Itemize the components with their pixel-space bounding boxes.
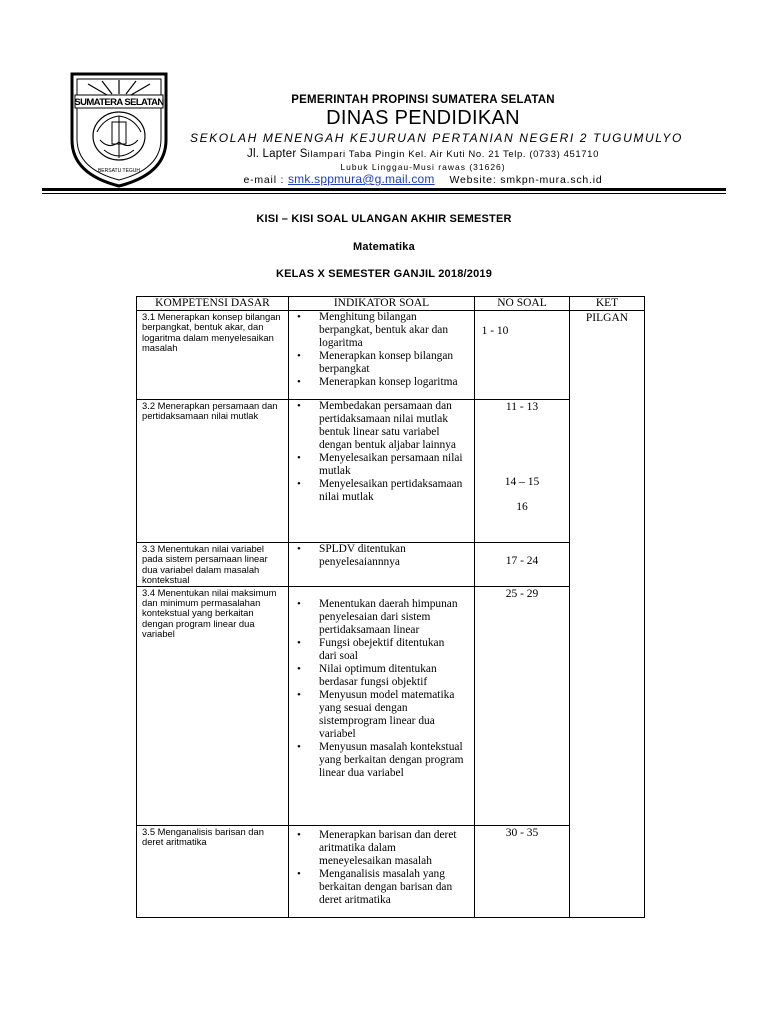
address-rest: ilampari Taba Pingin Kel. Air Kuti No. 21 Telp. (0733) 451710 <box>307 149 599 160</box>
letterhead-rule-thin <box>42 193 726 194</box>
no-soal-cell <box>475 825 570 917</box>
indicator-item: • Nilai optimum ditentukan berdasar fungsi objektif <box>289 663 474 689</box>
indicator-item: • Fungsi obejektif ditentukan dari soal <box>289 637 474 663</box>
indicator-cell <box>289 311 475 400</box>
letterhead-rule-thick <box>42 188 726 191</box>
header-no-soal: NO SOAL <box>475 297 570 311</box>
indicator-item: • Menyelesaikan pertidaksamaan nilai mutlak <box>289 478 474 504</box>
indicator-cell <box>289 825 475 917</box>
school-city: Lubuk Linggau-Musi rawas (31626) <box>340 162 506 172</box>
header-kompetensi-dasar: KOMPETENSI DASAR <box>137 297 289 311</box>
document-title: KISI – KISI SOAL ULANGAN AKHIR SEMESTER <box>256 213 512 225</box>
kisi-kisi-table <box>136 296 645 918</box>
address-prefix: Jl. Lapter S <box>247 148 308 160</box>
kd-cell: 3.5 Menganalisis barisan dan deret aritmatika <box>137 825 289 917</box>
indicator-item: • Menerapkan barisan dan deret aritmatika dalam meneyelesaikan masalah <box>289 829 474 868</box>
kd-cell: 3.4 Menentukan nilai maksimum dan minimum permasalahan kontekstual yang berkaitan dengan program linear dua variabel <box>137 586 289 825</box>
no-soal-cell <box>475 400 570 543</box>
table-row <box>137 543 645 587</box>
email-label: e-mail : <box>243 174 285 186</box>
ket-cell: PILGAN <box>570 311 645 918</box>
subject-title: Matematika <box>353 241 415 253</box>
no-soal-value: 1 - 10 <box>481 325 509 337</box>
indicator-item: • Membedakan persamaan dan pertidaksamaan nilai mutlak bentuk linear satu variabel dengan bentuk aljabar lainnya <box>289 400 474 452</box>
school-contact <box>190 172 656 186</box>
kd-cell: 3.3 Menentukan nilai variabel pada sistem persamaan linear dua variabel dalam masalah kontekstual <box>137 543 289 587</box>
kd-cell: 3.1 Menerapkan konsep bilangan berpangkat, bentuk akar, dan logaritma dalam menyelesaikan masalah <box>137 311 289 400</box>
indicator-item: • Menerapkan konsep bilangan berpangkat <box>289 350 474 376</box>
table-row <box>137 586 645 825</box>
no-soal-cell <box>475 586 570 825</box>
department-name: DINAS PENDIDIKAN <box>326 107 520 129</box>
header-indikator-soal: INDIKATOR SOAL <box>289 297 475 311</box>
no-soal-value: 30 - 35 <box>505 826 539 839</box>
indicator-item: • Menentukan daerah himpunan penyelesaian dari sistem pertidaksamaan linear <box>289 598 474 637</box>
no-soal-value: 25 - 29 <box>505 587 539 600</box>
indicator-item: • Menyelesaikan persamaan nilai mutlak <box>289 452 474 478</box>
logo-text-top: SUMATERA SELATAN <box>74 97 164 108</box>
table-row <box>137 400 645 543</box>
website-label: Website: <box>449 174 497 186</box>
indicator-cell <box>289 543 475 587</box>
no-soal-value: 17 - 24 <box>505 555 539 567</box>
indicator-item: • Menyusun model matematika yang sesuai dengan sistemprogram linear dua variabel <box>289 689 474 741</box>
class-title: KELAS X SEMESTER GANJIL 2018/2019 <box>275 268 493 280</box>
indicator-cell <box>289 400 475 543</box>
school-name: SEKOLAH MENENGAH KEJURUAN PERTANIAN NEGERI 2 TUGUMULYO <box>190 131 683 145</box>
government-name: PEMERINTAH PROPINSI SUMATERA SELATAN <box>291 94 555 106</box>
indicator-item: • Menyusun masalah kontekstual yang berkaitan dengan program linear dua variabel <box>289 741 474 780</box>
table-header-row <box>137 297 645 311</box>
no-soal-cell <box>475 543 570 587</box>
indicator-item: • Menganalisis masalah yang berkaitan dengan barisan dan deret aritmatika <box>289 868 474 907</box>
school-emblem-logo <box>64 70 174 188</box>
indicator-cell <box>289 586 475 825</box>
website-value: smkpn-mura.sch.id <box>500 174 603 186</box>
indicator-item: • Menerapkan konsep logaritma <box>289 376 474 389</box>
no-soal-value: 11 - 13 <box>505 401 539 413</box>
email-link[interactable]: smk.sppmura@g.mail.com <box>287 172 435 186</box>
school-address <box>190 148 656 160</box>
indicator-item: • SPLDV ditentukan penyelesaiannnya <box>289 543 474 569</box>
header-ket: KET <box>570 297 645 311</box>
logo-text-bottom: BERSATU TEGUH <box>97 168 141 174</box>
no-soal-value: 16 <box>516 501 528 513</box>
no-soal-value: 14 – 15 <box>504 476 540 488</box>
table-row <box>137 825 645 917</box>
table-row <box>137 311 645 400</box>
indicator-item: • Menghitung bilangan berpangkat, bentuk akar dan logaritma <box>289 311 474 350</box>
kd-cell: 3.2 Menerapkan persamaan dan pertidaksamaan nilai mutlak <box>137 400 289 543</box>
no-soal-cell <box>475 311 570 400</box>
